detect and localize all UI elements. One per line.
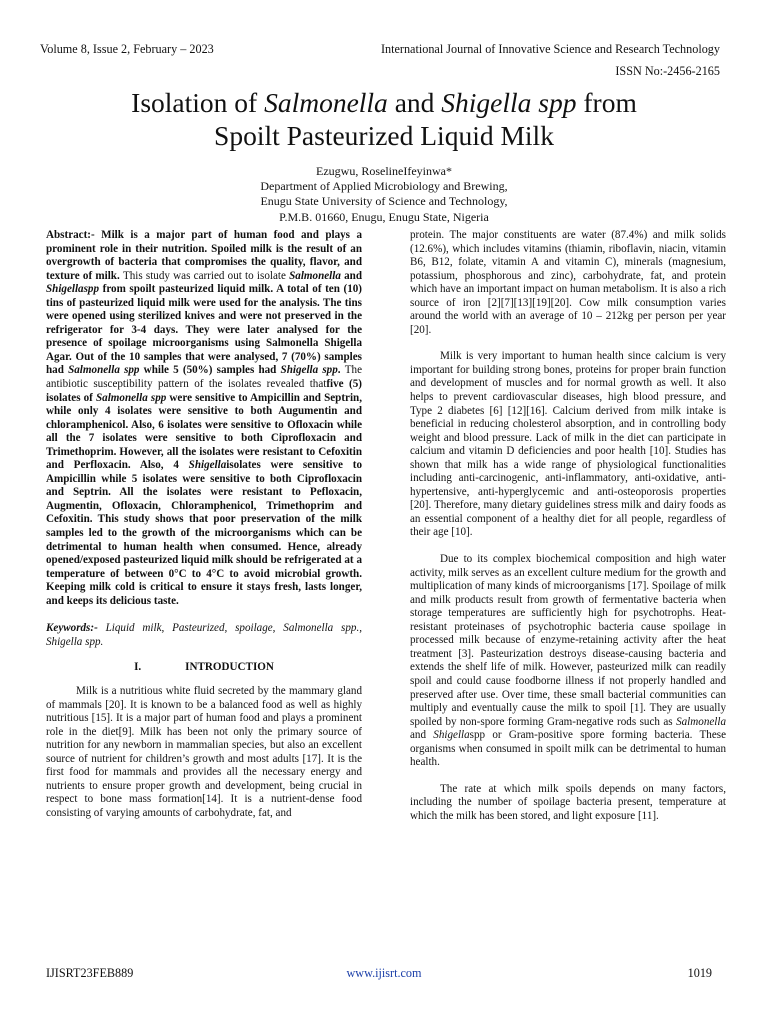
author-department: Department of Applied Microbiology and Brewing,: [260, 179, 508, 194]
intro-paragraph-2: Milk is very important to human health since calcium is very important for building strong bones, proteins for proper brain function and development of muscles and for normal growth as well. It also helps to prevent cardiovascular diseases, high blood pressure, and Type 2 diabetes [6] [12][16]. Calcium derived from milk intake is beneficial in reducing cholesterol absorption, and in controlling body weight and blood pressure. Lack of milk in the diet can participate in calcium and vitamin D deficiencies and poor health [10]. Studies has shown that milk has a wide range of physiological functionalities including anti-carcinogenic, anti-inflammatory, anti-oxidative, anti-hypertensive, anti-hyperglycemic and anti-osteoporosis properties [20]. Therefore, many dietary guidelines stress milk and dairy foods as an essential component of a healthy diet for all people, regardless of their age [10].: [410, 350, 726, 539]
journal-website-link[interactable]: www.ijisrt.com: [346, 966, 422, 980]
author-block: [40, 164, 728, 225]
journal-name: International Journal of Innovative Science and Research Technology: [380, 42, 720, 56]
intro-paragraph-1-continued: protein. The major constituents are water (87.4%) and milk solids (12.6%), which includes vitamins (thiamin, riboflavin, niacin, vitamin B6, B12, folate, vitamin A and vitamin C), minerals (magnesium, potassium, phosphorous and zinc), carbohydrate, fat, and protein which have an important impact on human metabolism. It is also a rich source of iron [2][7][13][19][20]. Cow milk consumption varies around the world with an average of 10 – 212kg per person per year [20].: [410, 229, 726, 336]
paper-title: [40, 86, 728, 152]
section-heading-introduction: I. INTRODUCTION: [134, 661, 274, 674]
abstract: Abstract:- Milk is a major part of human food and plays a prominent role in their nutrition. Spoiled milk is the result of an overgrowth of bacteria that compromises the quality, flavor, and texture of milk. This study was carried out to isolate Salmonella and Shigellaspp from spoilt pasteurized liquid milk. A total of ten (10) tins of pasteurized liquid milk were used for the analysis. The tins were opened using sterilized knives and were not preserved in the refrigerator for 3-4 days. They were later analysed for the presence of spoilage microorganisms using Salmonella Shigella Agar. Out of the 10 samples that were analysed, 7 (70%) samples had Salmonella spp while 5 (50%) samples had Shigella spp. The antibiotic susceptibility pattern of the isolates revealed thatfive (5) isolates of Salmonella spp were sensitive to Ampicillin and Septrin, while only 4 isolates were sensitive to both Augumentin and chloramphenicol. Also, 6 isolates were sensitive to Ofloxacin while all the 7 isolates were sensitive to both Ciprofloxacin and Trimethoprim. However, all the isolates were resistant to Cefoxitin and Perfloxacin. Also, 4 Shigellaisolates were sensitive to Ampicillin while 5 isolates were sensitive to both Ciprofloxacin and Septrin. All the isolates were resistant to Pefloxacin, Augmentin, Ofloxacin, Chloramphenicol, Trimethoprim and Cefoxitin. This study shows that poor preservation of the milk samples led to the growth of the microorganisms which can be detrimental to human health when consumed. Hence, already opened/exposed pasteurized liquid milk should be refrigerated at a temperature of between 0°C to 4°C to avoid microbial growth. Keeping milk cold is critical to ensure it stays fresh, lasts longer, and keeps its delicious taste.: [46, 229, 363, 607]
title-line-2: Spoilt Pasteurized Liquid Milk: [214, 120, 554, 151]
volume-issue: Volume 8, Issue 2, February – 2023: [40, 42, 214, 56]
intro-paragraph-3: Due to its complex biochemical composition and high water activity, milk serves as an excellent culture medium for the growth and multiplication of many kinds of microorganisms [17]. Spoilage of milk and milk products result from growth of fermentative bacteria when storage temperatures are sufficiently high for psychotrophs. Heat-resistant proteinases of psychotrophic bacteria cause spoilage in processed milk because of enzyme-retaining activity after the heat treatment [3]. Pasteurization destroys disease-causing bacteria and extends the shelf life of milk. However, pasteurized milk can readily spoil and could cause foodborne illness if not properly handled and preserved after use. Over time, these small bacterial communities can multiply and eventually cause the milk to spoil [1]. They are usually spoiled by non-spore forming Gram-negative rods such as Salmonella and Shigellaspp or Gram-positive spore forming bacteria. These organisms when consumed in spoilt milk can be detrimental to human health.: [410, 553, 726, 769]
author-address: P.M.B. 01660, Enugu, Enugu State, Nigeria: [279, 209, 489, 224]
issn-number: ISSN No:-2456-2165: [615, 64, 720, 78]
intro-paragraph-4: The rate at which milk spoils depends on many factors, including the number of spoilage bacteria present, temperature at which the milk has been stored, and light exposure [11].: [410, 782, 726, 822]
right-column: [410, 229, 726, 823]
title-line-1: Isolation of Salmonella and Shigella spp from: [131, 87, 637, 118]
page-number: 1019: [687, 966, 712, 980]
intro-paragraph-1: Milk is a nutritious white fluid secreted by the mammary gland of mammals [20]. It is known to be a balanced food as well as highly nutritious [15]. It is a major part of human food and plays a prominent role in the diet[9]. Milk has been not only the primary source of nutrition for any newborn in mammalian species, but also an excellent source of nutrient for children’s growth and most adults [17]. It is the first food for mammals and provides all the necessary energy and nutrients to ensure proper growth and development, being crucial in respect to bone mass formation[14]. It is a nutrient-dense food consisting of varying amounts of carbohydrate, fat, and: [46, 684, 362, 819]
author-university: Enugu State University of Science and Technology,: [260, 194, 508, 209]
article-code: IJISRT23FEB889: [46, 966, 134, 980]
left-column: [46, 229, 362, 820]
author-name: Ezugwu, RoselineIfeyinwa*: [316, 164, 452, 178]
keywords: Keywords:- Liquid milk, Pasteurized, spoilage, Salmonella spp., Shigella spp.: [46, 622, 362, 648]
